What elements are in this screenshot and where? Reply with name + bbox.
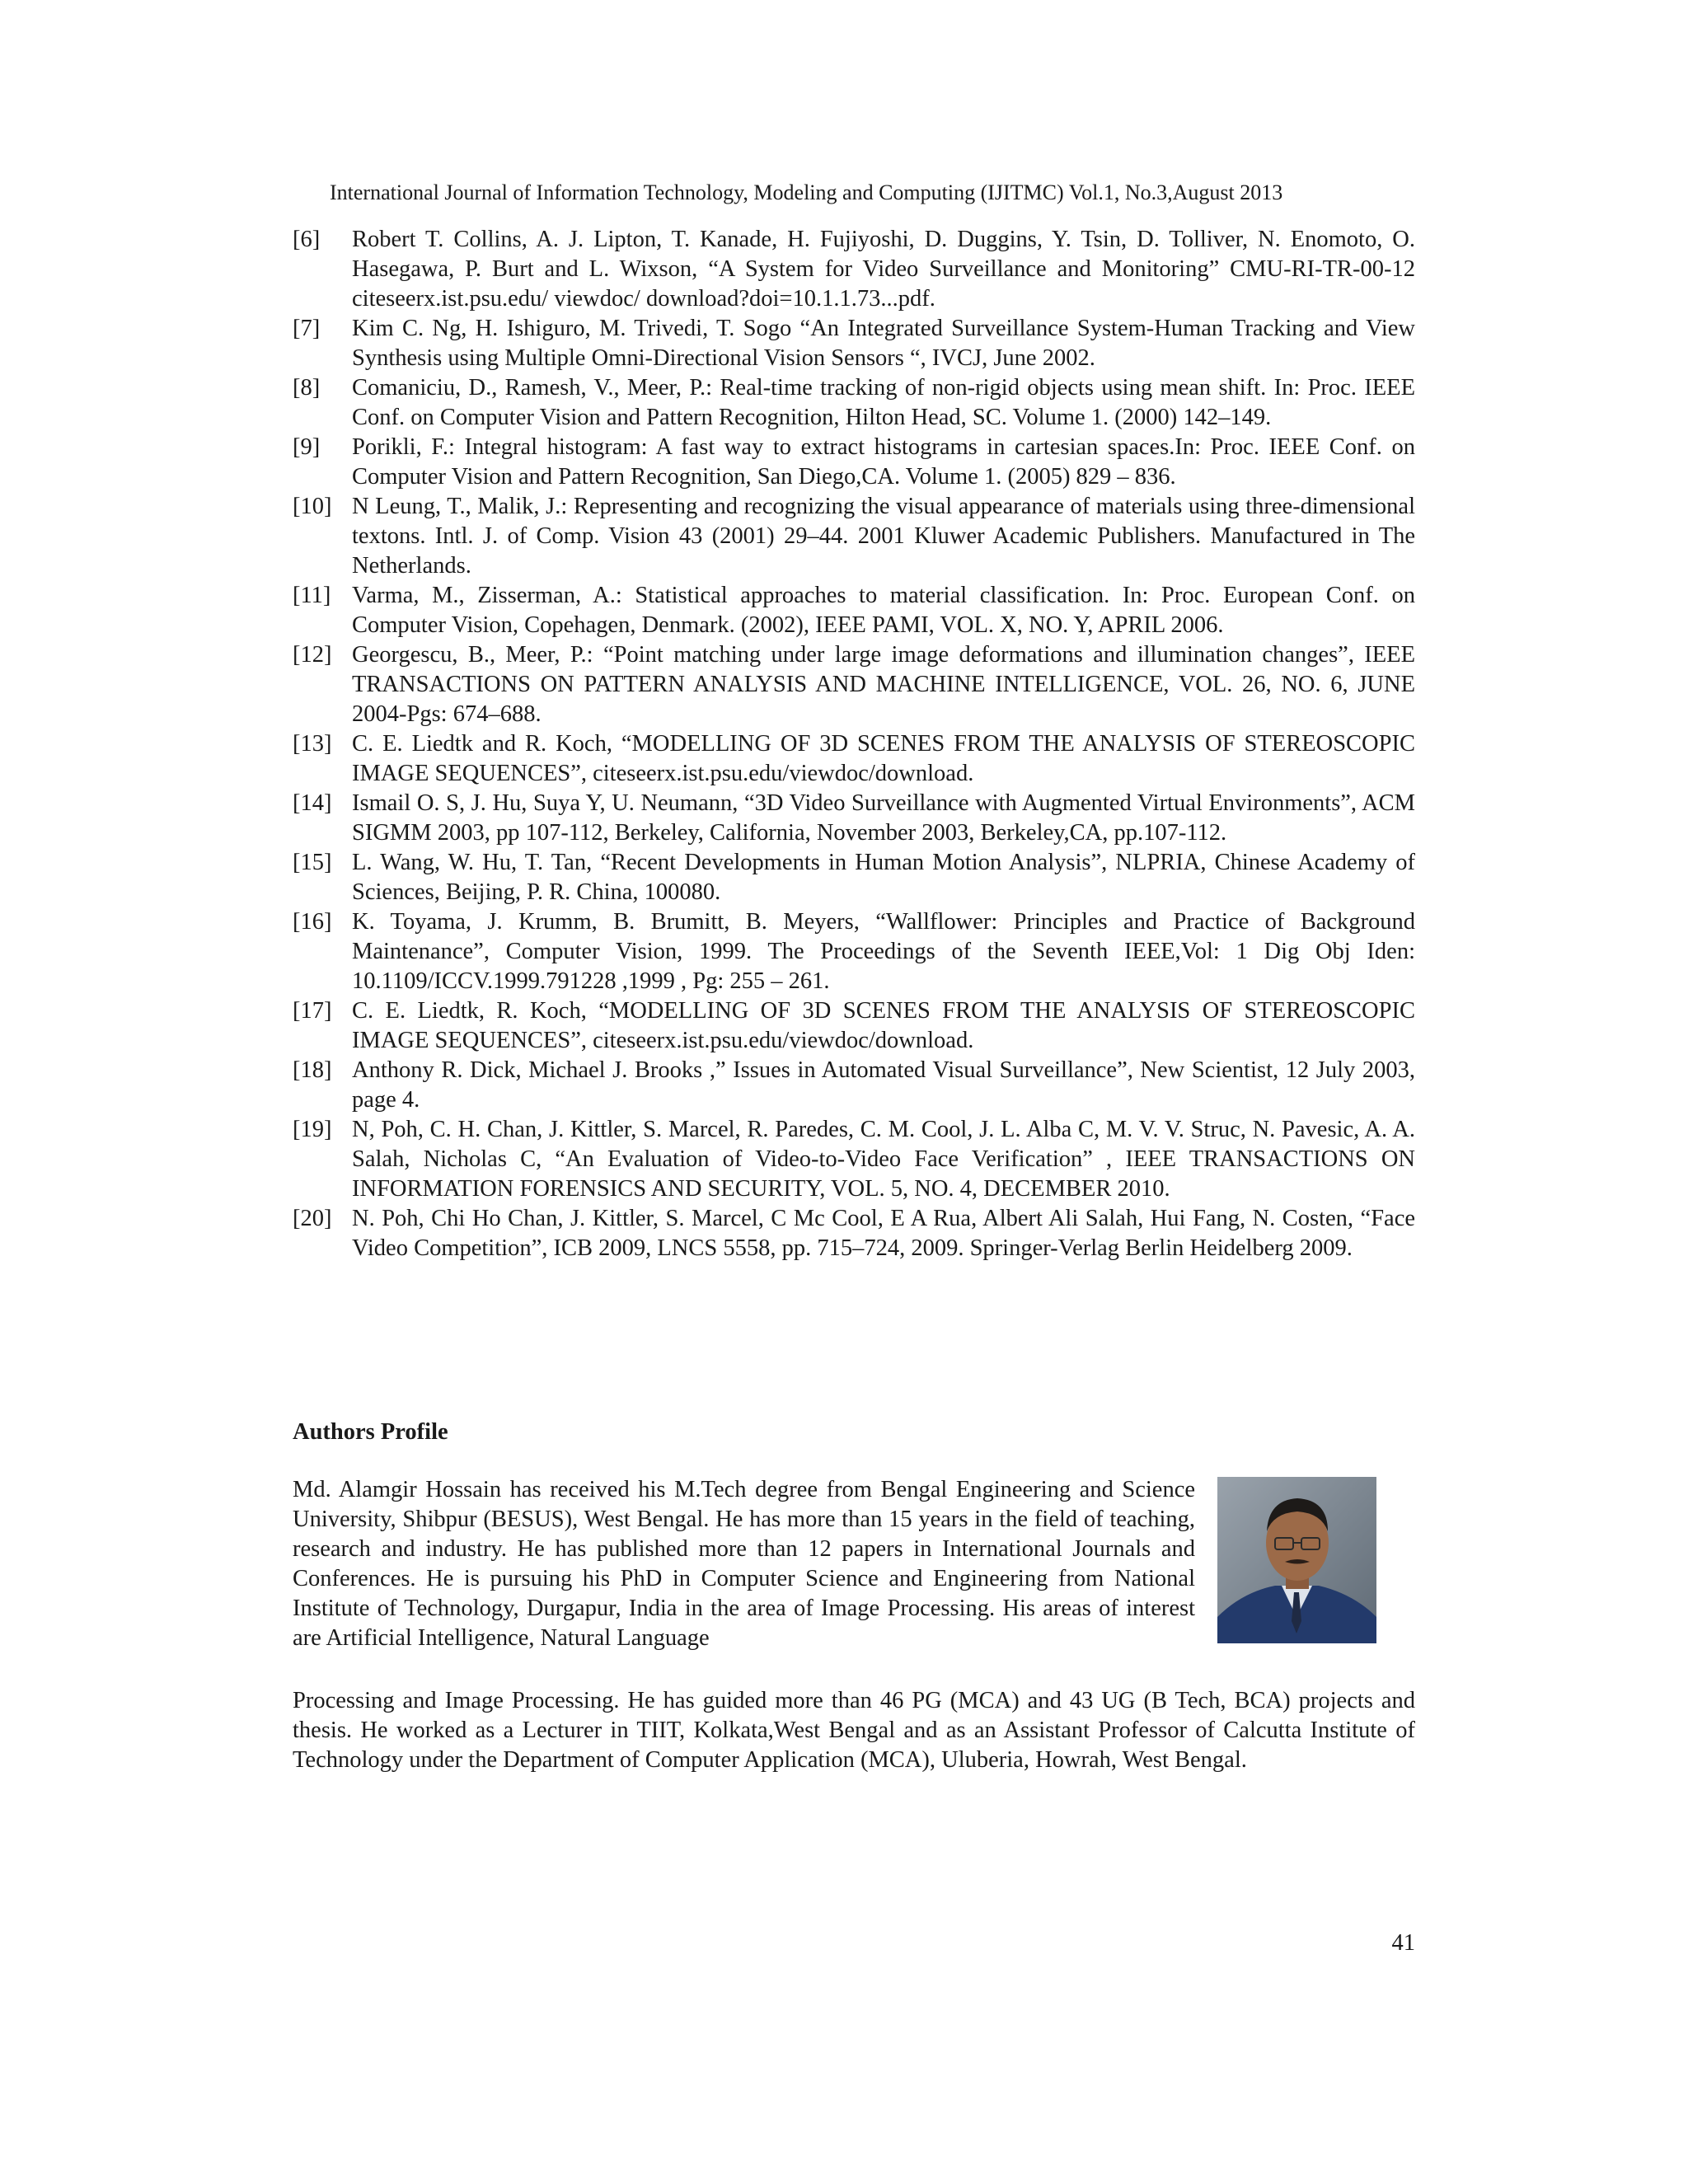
reference-number: [16] — [293, 909, 332, 935]
reference-text: K. Toyama, J. Krumm, B. Brumitt, B. Meyers, “Wallflower: Principles and Practice of Background Maintenance”, Computer Vision, 1999. The Proceedings of the Seventh IEEE,Vol: 1 Dig Obj Iden: 10.1109/ICCV.1999.791228 ,1999 , Pg: 255 – 261. — [352, 909, 1415, 994]
reference-number: [19] — [293, 1117, 332, 1142]
reference-text: N Leung, T., Malik, J.: Representing and recognizing the visual appearance of materials using three-dimensional textons. Intl. J. of Comp. Vision 43 (2001) 29–44. 2001 Kluwer Academic Publishers. Manufactured in The Netherlands. — [352, 494, 1415, 579]
reference-item — [293, 789, 1415, 848]
reference-list — [293, 225, 1415, 1263]
author-photo — [1217, 1477, 1376, 1643]
reference-number: [10] — [293, 494, 332, 519]
author-bio-paragraph: Md. Alamgir Hossain has received his M.Tech degree from Bengal Engineering and Science University, Shibpur (BESUS), West Bengal. He has more than 15 years in the field of teaching, research and industry. He has published more than 12 papers in International Journals and Conferences. He is pursuing his PhD in Computer Science and Engineering from National Institute of Technology, Durgapur, India in the area of Image Processing. His areas of interest are Artificial Intelligence, Natural Language — [293, 1477, 1195, 1651]
reference-text: Georgescu, B., Meer, P.: “Point matching under large image deformations and illumination changes”, IEEE TRANSACTIONS ON PATTERN ANALYSIS AND MACHINE INTELLIGENCE, VOL. 26, NO. 6, JUNE 2004-Pgs: 674–688. — [352, 642, 1415, 727]
reference-number: [17] — [293, 998, 332, 1024]
reference-number: [6] — [293, 227, 321, 252]
reference-number: [20] — [293, 1206, 332, 1231]
reference-item — [293, 581, 1415, 640]
author-bio-continued: Processing and Image Processing. He has guided more than 46 PG (MCA) and 43 UG (B Tech, BCA) projects and thesis. He worked as a Lecturer in TIIT, Kolkata,West Bengal and as an Assistant Professor of Calcutta Institute of Technology under the Department of Computer Application (MCA), Uluberia, Howrah, West Bengal. — [293, 1688, 1415, 1773]
reference-number: [15] — [293, 850, 332, 875]
reference-number: [14] — [293, 790, 332, 816]
reference-item — [293, 907, 1415, 996]
reference-text: Anthony R. Dick, Michael J. Brooks ,” Issues in Automated Visual Surveillance”, New Scientist, 12 July 2003, page 4. — [352, 1057, 1415, 1113]
reference-item — [293, 640, 1415, 729]
reference-item — [293, 225, 1415, 314]
reference-item — [293, 492, 1415, 581]
reference-number: [8] — [293, 375, 321, 401]
reference-text: Kim C. Ng, H. Ishiguro, M. Trivedi, T. Sogo “An Integrated Surveillance System-Human Tracking and View Synthesis using Multiple Omni-Directional Vision Sensors “, IVCJ, June 2002. — [352, 316, 1415, 371]
reference-number: [9] — [293, 434, 321, 460]
reference-item — [293, 373, 1415, 433]
authors-profile-heading: Authors Profile — [293, 1419, 448, 1445]
reference-text: L. Wang, W. Hu, T. Tan, “Recent Developments in Human Motion Analysis”, NLPRIA, Chinese Academy of Sciences, Beijing, P. R. China, 100080. — [352, 850, 1415, 905]
reference-number: [13] — [293, 731, 332, 757]
reference-text: Comaniciu, D., Ramesh, V., Meer, P.: Real-time tracking of non-rigid objects using mean shift. In: Proc. IEEE Conf. on Computer Vision and Pattern Recognition, Hilton Head, SC. Volume 1. (2000) 142–149. — [352, 375, 1415, 430]
reference-item — [293, 996, 1415, 1056]
reference-item — [293, 314, 1415, 373]
reference-item — [293, 1115, 1415, 1204]
reference-item — [293, 433, 1415, 492]
reference-number: [12] — [293, 642, 332, 668]
reference-number: [11] — [293, 583, 331, 608]
reference-text: C. E. Liedtk and R. Koch, “MODELLING OF 3D SCENES FROM THE ANALYSIS OF STEREOSCOPIC IMAGE SEQUENCES”, citeseerx.ist.psu.edu/viewdoc/download. — [352, 731, 1415, 786]
reference-text: N. Poh, Chi Ho Chan, J. Kittler, S. Marcel, C Mc Cool, E A Rua, Albert Ali Salah, Hui Fang, N. Costen, “Face Video Competition”, ICB 2009, LNCS 5558, pp. 715–724, 2009. Springer-Verlag Berlin Heidelberg 2009. — [352, 1206, 1415, 1261]
reference-text: C. E. Liedtk, R. Koch, “MODELLING OF 3D SCENES FROM THE ANALYSIS OF STEREOSCOPIC IMAGE SEQUENCES”, citeseerx.ist.psu.edu/viewdoc/download. — [352, 998, 1415, 1053]
reference-text: Varma, M., Zisserman, A.: Statistical approaches to material classification. In: Proc. European Conf. on Computer Vision, Copehagen, Denmark. (2002), IEEE PAMI, VOL. X, NO. Y, APRIL 2006. — [352, 583, 1415, 638]
reference-text: Porikli, F.: Integral histogram: A fast way to extract histograms in cartesian spaces.In: Proc. IEEE Conf. on Computer Vision and Pattern Recognition, San Diego,CA. Volume 1. (2005) 829 – 836. — [352, 434, 1415, 490]
reference-number: [18] — [293, 1057, 332, 1083]
reference-text: N, Poh, C. H. Chan, J. Kittler, S. Marcel, R. Paredes, C. M. Cool, J. L. Alba C, M. V. V. Struc, N. Pavesic, A. A. Salah, Nicholas C, “An Evaluation of Video-to-Video Face Verification” , IEEE TRANSACTIONS ON INFORMATION FORENSICS AND SECURITY, VOL. 5, NO. 4, DECEMBER 2010. — [352, 1117, 1415, 1202]
reference-item — [293, 848, 1415, 907]
author-portrait-image — [1217, 1477, 1376, 1643]
reference-number: [7] — [293, 316, 321, 341]
reference-text: Robert T. Collins, A. J. Lipton, T. Kanade, H. Fujiyoshi, D. Duggins, Y. Tsin, D. Tolliver, N. Enomoto, O. Hasegawa, P. Burt and L. Wixson, “A System for Video Surveillance and Monitoring” CMU-RI-TR-00-12 citeseerx.ist.psu.edu/ viewdoc/ download?doi=10.1.1.73...pdf. — [352, 227, 1415, 312]
running-header: International Journal of Information Technology, Modeling and Computing (IJITMC) Vol.1, No.3,August 2013 — [330, 180, 1283, 204]
reference-item — [293, 1204, 1415, 1263]
reference-item — [293, 729, 1415, 789]
page-number: 41 — [1391, 1930, 1415, 1956]
reference-item — [293, 1056, 1415, 1115]
reference-text: Ismail O. S, J. Hu, Suya Y, U. Neumann, “3D Video Surveillance with Augmented Virtual Environments”, ACM SIGMM 2003, pp 107-112, Berkeley, California, November 2003, Berkeley,CA, pp.107-112. — [352, 790, 1415, 846]
